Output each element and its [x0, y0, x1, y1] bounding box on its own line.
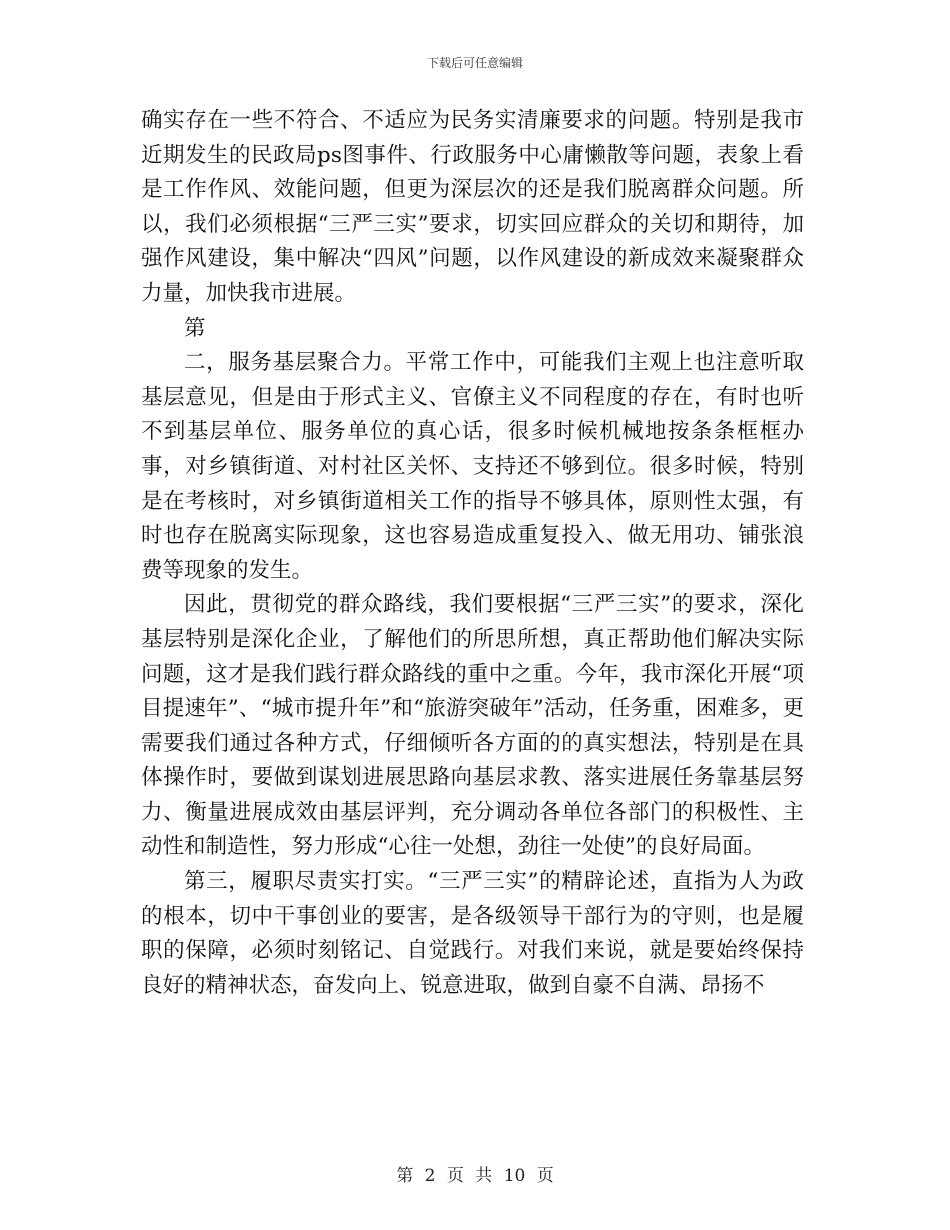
paragraph-4: 因此，贯彻党的群众路线，我们要根据“三严三实”的要求，深化基层特别是深化企业，了解他们的所思所想，真正帮助他们解决实际问题，这才是我们践行群众路线的重中之重。今年，我市深化开展“项目提速年”、“城市提升年”和“旅游突破年”活动，任务重，困难多，更需要我们通过各种方式，仔细倾听各方面的的真实想法，特别是在具体操作时，要做到谋划进展思路向基层求教、落实进展任务靠基层努力、衡量进展成效由基层评判，充分调动各单位各部门的积极性、主动性和制造性，努力形成“心往一处想，劲往一处使”的良好局面。 [141, 592, 804, 860]
paragraph-3: 二，服务基层聚合力。平常工作中，可能我们主观上也注意听取基层意见，但是由于形式主义、官僚主义不同程度的存在，有时也听不到基层单位、服务单位的真心话，很多时候机械地按条条框框办事，对乡镇街道、对村社区关怀、支持还不够到位。很多时候，特别是在考核时，对乡镇街道相关工作的指导不够具体，原则性太强，有时也存在脱离实际现象，这也容易造成重复投入、做无用功、铺张浪费等现象的发生。 [141, 350, 804, 583]
page-header: 下载后可任意编辑 [426, 56, 523, 70]
paragraph-5: 第三，履职尽责实打实。“三严三实”的精辟论述，直指为人为政的根本，切中干事创业的要害，是各级领导干部行为的守则，也是履职的保障，必须时刻铭记、自觉践行。对我们来说，就是要始终保持良好的精神状态，奋发向上、锐意进取，做到自豪不自满、昂扬不 [141, 869, 804, 998]
page-footer: 第 2 页 共 10 页 [396, 1166, 554, 1186]
document-body [141, 104, 804, 1003]
paragraph-2: 第 [184, 315, 206, 341]
paragraph-1: 确实存在一些不符合、不适应为民务实清廉要求的问题。特别是我市近期发生的民政局ps图事件、行政服务中心庸懒散等问题，表象上看是工作作风、效能问题，但更为深层次的还是我们脱离群众问题。所以，我们必须根据“三严三实”要求，切实回应群众的关切和期待，加强作风建设，集中解决“四风”问题，以作风建设的新成效来凝聚群众力量，加快我市进展。 [141, 108, 804, 306]
